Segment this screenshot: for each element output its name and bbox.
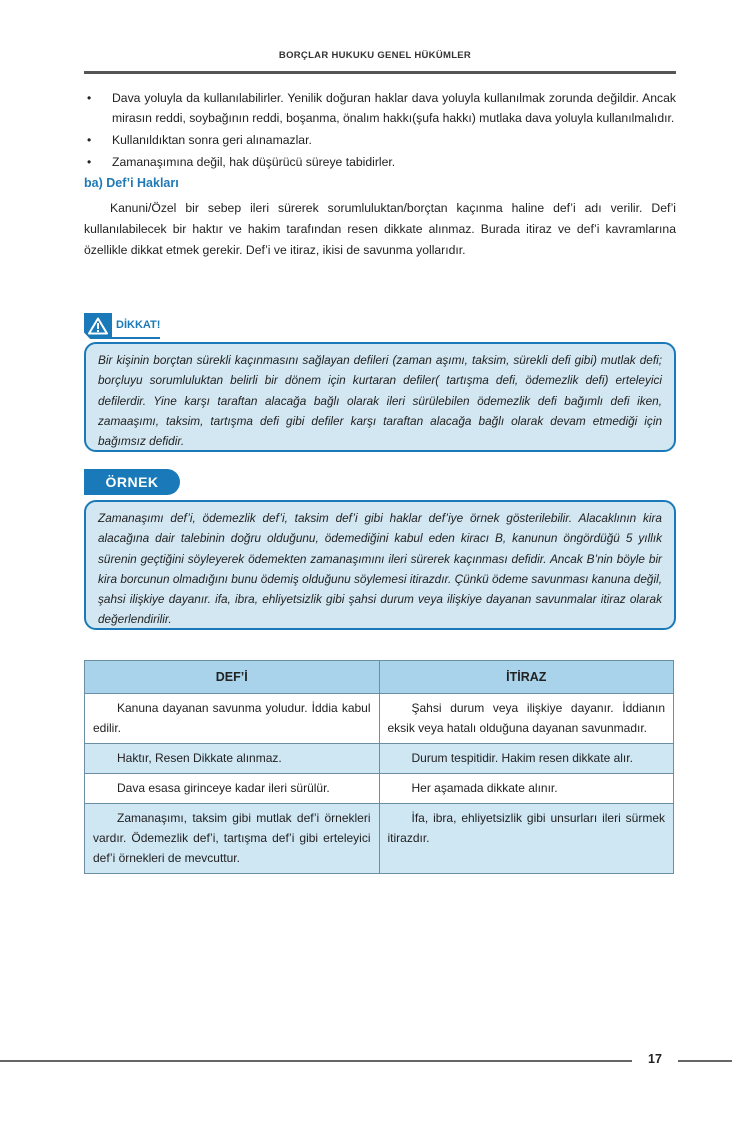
table-cell: İfa, ibra, ehliyetsizlik gibi unsurları ileri sürmek itirazdır. xyxy=(379,804,674,874)
column-header-defi: DEF’İ xyxy=(85,661,380,694)
main-content xyxy=(84,88,676,261)
list-item: • Dava yoluyla da kullanılabilirler. Yenilik doğuran haklar dava yoluyla kullanılmak zorunda değildir. Ancak mirasın reddi, soybağının reddi, boşanma, önalım hakkı(şufa hakkı) mutlaka dava yoluyla kullanılmalıdır. xyxy=(87,91,676,125)
section-paragraph: Kanuni/Özel bir sebep ileri sürerek sorumluluktan/borçtan kaçınma haline def’i adı verilir. Def’i kullanılabilecek bir haktır ve hakim tarafından resen dikkate alınmaz. Burada itiraz ve def’i kavramlarına özellikle dikkat etmek gerekir. Def’i ve itiraz, ikisi de savunma yollarıdır. xyxy=(84,201,676,257)
table-row xyxy=(85,774,674,804)
table-cell: Her aşamada dikkate alınır. xyxy=(379,774,674,804)
table-cell: Zamanaşımı, taksim gibi mutlak def’i örnekleri vardır. Ödemezlik def’i, tartışma def’i gibi erteleyici def’i örnekleri de mevcuttur. xyxy=(85,804,380,874)
warning-triangle-icon xyxy=(84,313,112,339)
header-rule xyxy=(84,71,676,74)
page-number: 17 xyxy=(648,1052,662,1066)
table-header-row xyxy=(85,661,674,694)
table-cell: Haktır, Resen Dikkate alınmaz. xyxy=(85,744,380,774)
table-cell: Durum tespitidir. Hakim resen dikkate alır. xyxy=(379,744,674,774)
running-header: BORÇLAR HUKUKU GENEL HÜKÜMLER xyxy=(278,50,472,61)
table-row xyxy=(85,694,674,744)
table-cell: Dava esasa girinceye kadar ileri sürülür. xyxy=(85,774,380,804)
list-item: • Zamanaşımına değil, hak düşürücü süreye tabidirler. xyxy=(87,155,396,169)
bullet-list xyxy=(84,88,676,172)
bullet-text: Dava yoluyla da kullanılabilirler. Yenilik doğuran haklar dava yoluyla kullanılmak zorunda değildir. Ancak mirasın reddi, soybağının reddi, boşanma, önalım hakkı(şufa hakkı) mutlaka dava yoluyla kullanılmalıdır. xyxy=(112,91,676,125)
table-row xyxy=(85,744,674,774)
ornek-label: ÖRNEK xyxy=(84,469,180,495)
bullet-text: Kullanıldıktan sonra geri alınamazlar. xyxy=(112,133,312,147)
footer-rule xyxy=(678,1060,732,1062)
table-cell: Şahsi durum veya ilişkiye dayanır. İddianın eksik veya hatalı olduğuna dayanan savunmadır. xyxy=(379,694,674,744)
dikkat-label xyxy=(84,313,180,339)
footer-rule xyxy=(0,1060,632,1062)
table-row xyxy=(85,804,674,874)
list-item: • Kullanıldıktan sonra geri alınamazlar. xyxy=(87,133,312,147)
dikkat-label-text: DİKKAT! xyxy=(112,313,160,339)
bullet-text: Zamanaşımına değil, hak düşürücü süreye tabidirler. xyxy=(112,155,396,169)
table-cell: Kanuna dayanan savunma yoludur. İddia kabul edilir. xyxy=(85,694,380,744)
dikkat-box: Bir kişinin borçtan sürekli kaçınmasını sağlayan defileri (zaman aşımı, taksim, sürekli defi gibi) mutlak defi; borçluyu sorumluluktan belirli bir dönem için kurtaran defiler( tartışma defi, ödemezlik defi) erteleyici defilerdir. Yine karşı taraftan alacağa bağlı olarak ileri sürülebilen ödemezlik defi bağımlı defi iken, zamaaşımı, taksim, tartışma defi gibi defiler karşı taraftan alacağa bağlı olarak devam etmediği için bağımsız defidir. xyxy=(84,342,676,452)
section-heading: ba) Def’i Hakları xyxy=(84,176,179,190)
column-header-itiraz: İTİRAZ xyxy=(379,661,674,694)
comparison-table xyxy=(84,660,674,874)
ornek-box: Zamanaşımı def’i, ödemezlik def’i, taksim def’i gibi haklar def’iye örnek gösterilebilir. Alacaklının kira alacağına dair talebinin doğru olduğunu, ödemediğini kabul eden kiracı B, kanunun öngördüğü 5 yıllık sürenin geçtiğini söyleyerek ödemekten zamanaşımını ileri sürerek kaçınması defidir. Ancak B’nin böyle bir kira borcunun olmadığını bunu ödemiş olduğunu söylemesi itirazdır. Çünkü ödeme savunması kanuna değil, şahsi ilişkiye dayanır. ifa, ibra, ehliyetsizlik gibi şahsi durum veya ilişkiye dayanan savunmalar itiraz olarak değerlendirilir. xyxy=(84,500,676,630)
